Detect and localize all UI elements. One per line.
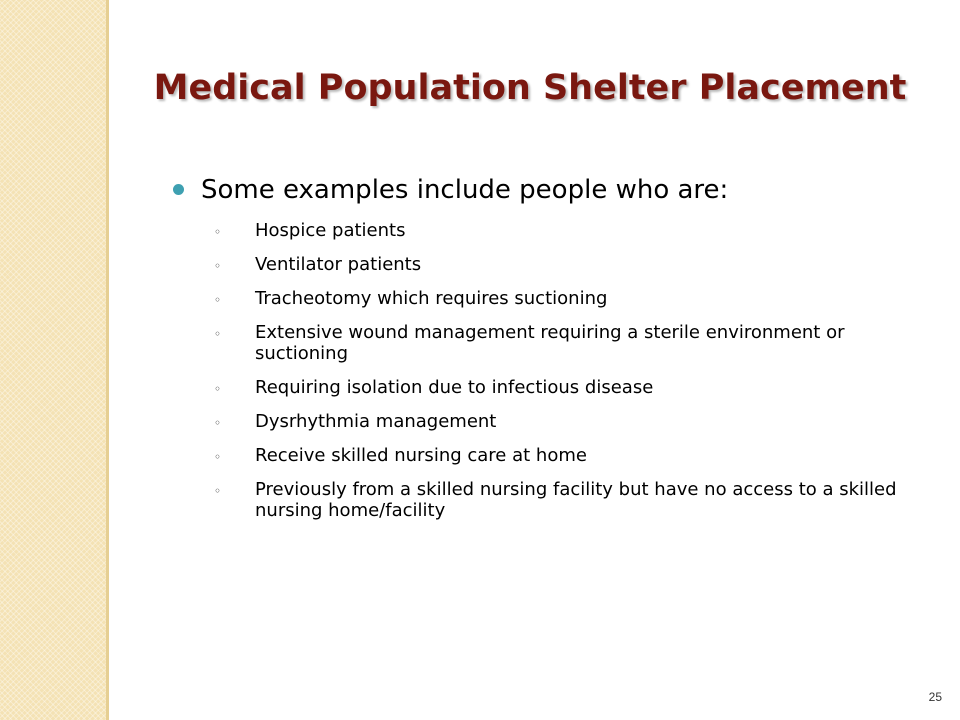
sub-bullet-text: Hospice patients bbox=[255, 220, 406, 241]
page-number: 25 bbox=[928, 690, 942, 704]
sub-bullet-text: Tracheotomy which requires suctioning bbox=[255, 288, 608, 309]
decorative-side-band bbox=[0, 0, 106, 720]
sub-bullet-list bbox=[173, 220, 943, 521]
sub-bullet-item bbox=[173, 220, 941, 241]
hollow-circle-bullet-icon: ◦ bbox=[214, 259, 222, 273]
hollow-circle-bullet-icon: ◦ bbox=[214, 327, 222, 341]
main-bullet-text: Some examples include people who are: bbox=[201, 175, 729, 205]
sub-bullet-text: Ventilator patients bbox=[255, 254, 422, 275]
hollow-circle-bullet-icon: ◦ bbox=[214, 293, 222, 307]
hollow-circle-bullet-icon: ◦ bbox=[214, 484, 222, 498]
hollow-circle-bullet-icon: ◦ bbox=[214, 225, 222, 239]
sub-bullet-item bbox=[173, 254, 941, 275]
sub-bullet-item bbox=[173, 411, 941, 432]
slide-content bbox=[173, 170, 943, 534]
sub-bullet-item bbox=[173, 377, 941, 398]
hollow-circle-bullet-icon: ◦ bbox=[214, 382, 222, 396]
slide-title: Medical Population Shelter Placement bbox=[153, 68, 907, 108]
sub-bullet-text: Receive skilled nursing care at home bbox=[255, 445, 587, 466]
main-bullet bbox=[173, 170, 943, 210]
hollow-circle-bullet-icon: ◦ bbox=[214, 450, 222, 464]
side-divider bbox=[106, 0, 109, 720]
sub-bullet-item bbox=[173, 479, 941, 521]
sub-bullet-item bbox=[173, 445, 941, 466]
sub-bullet-text: Extensive wound management requiring a sterile environment or suctioning bbox=[255, 322, 845, 364]
sub-bullet-text: Previously from a skilled nursing facility but have no access to a skilled nursing home/facility bbox=[255, 479, 897, 521]
sub-bullet-text: Dysrhythmia management bbox=[255, 411, 497, 432]
filled-circle-bullet-icon bbox=[173, 184, 184, 195]
sub-bullet-item bbox=[173, 322, 941, 364]
hollow-circle-bullet-icon: ◦ bbox=[214, 416, 222, 430]
sub-bullet-item bbox=[173, 288, 941, 309]
sub-bullet-text: Requiring isolation due to infectious disease bbox=[255, 377, 654, 398]
